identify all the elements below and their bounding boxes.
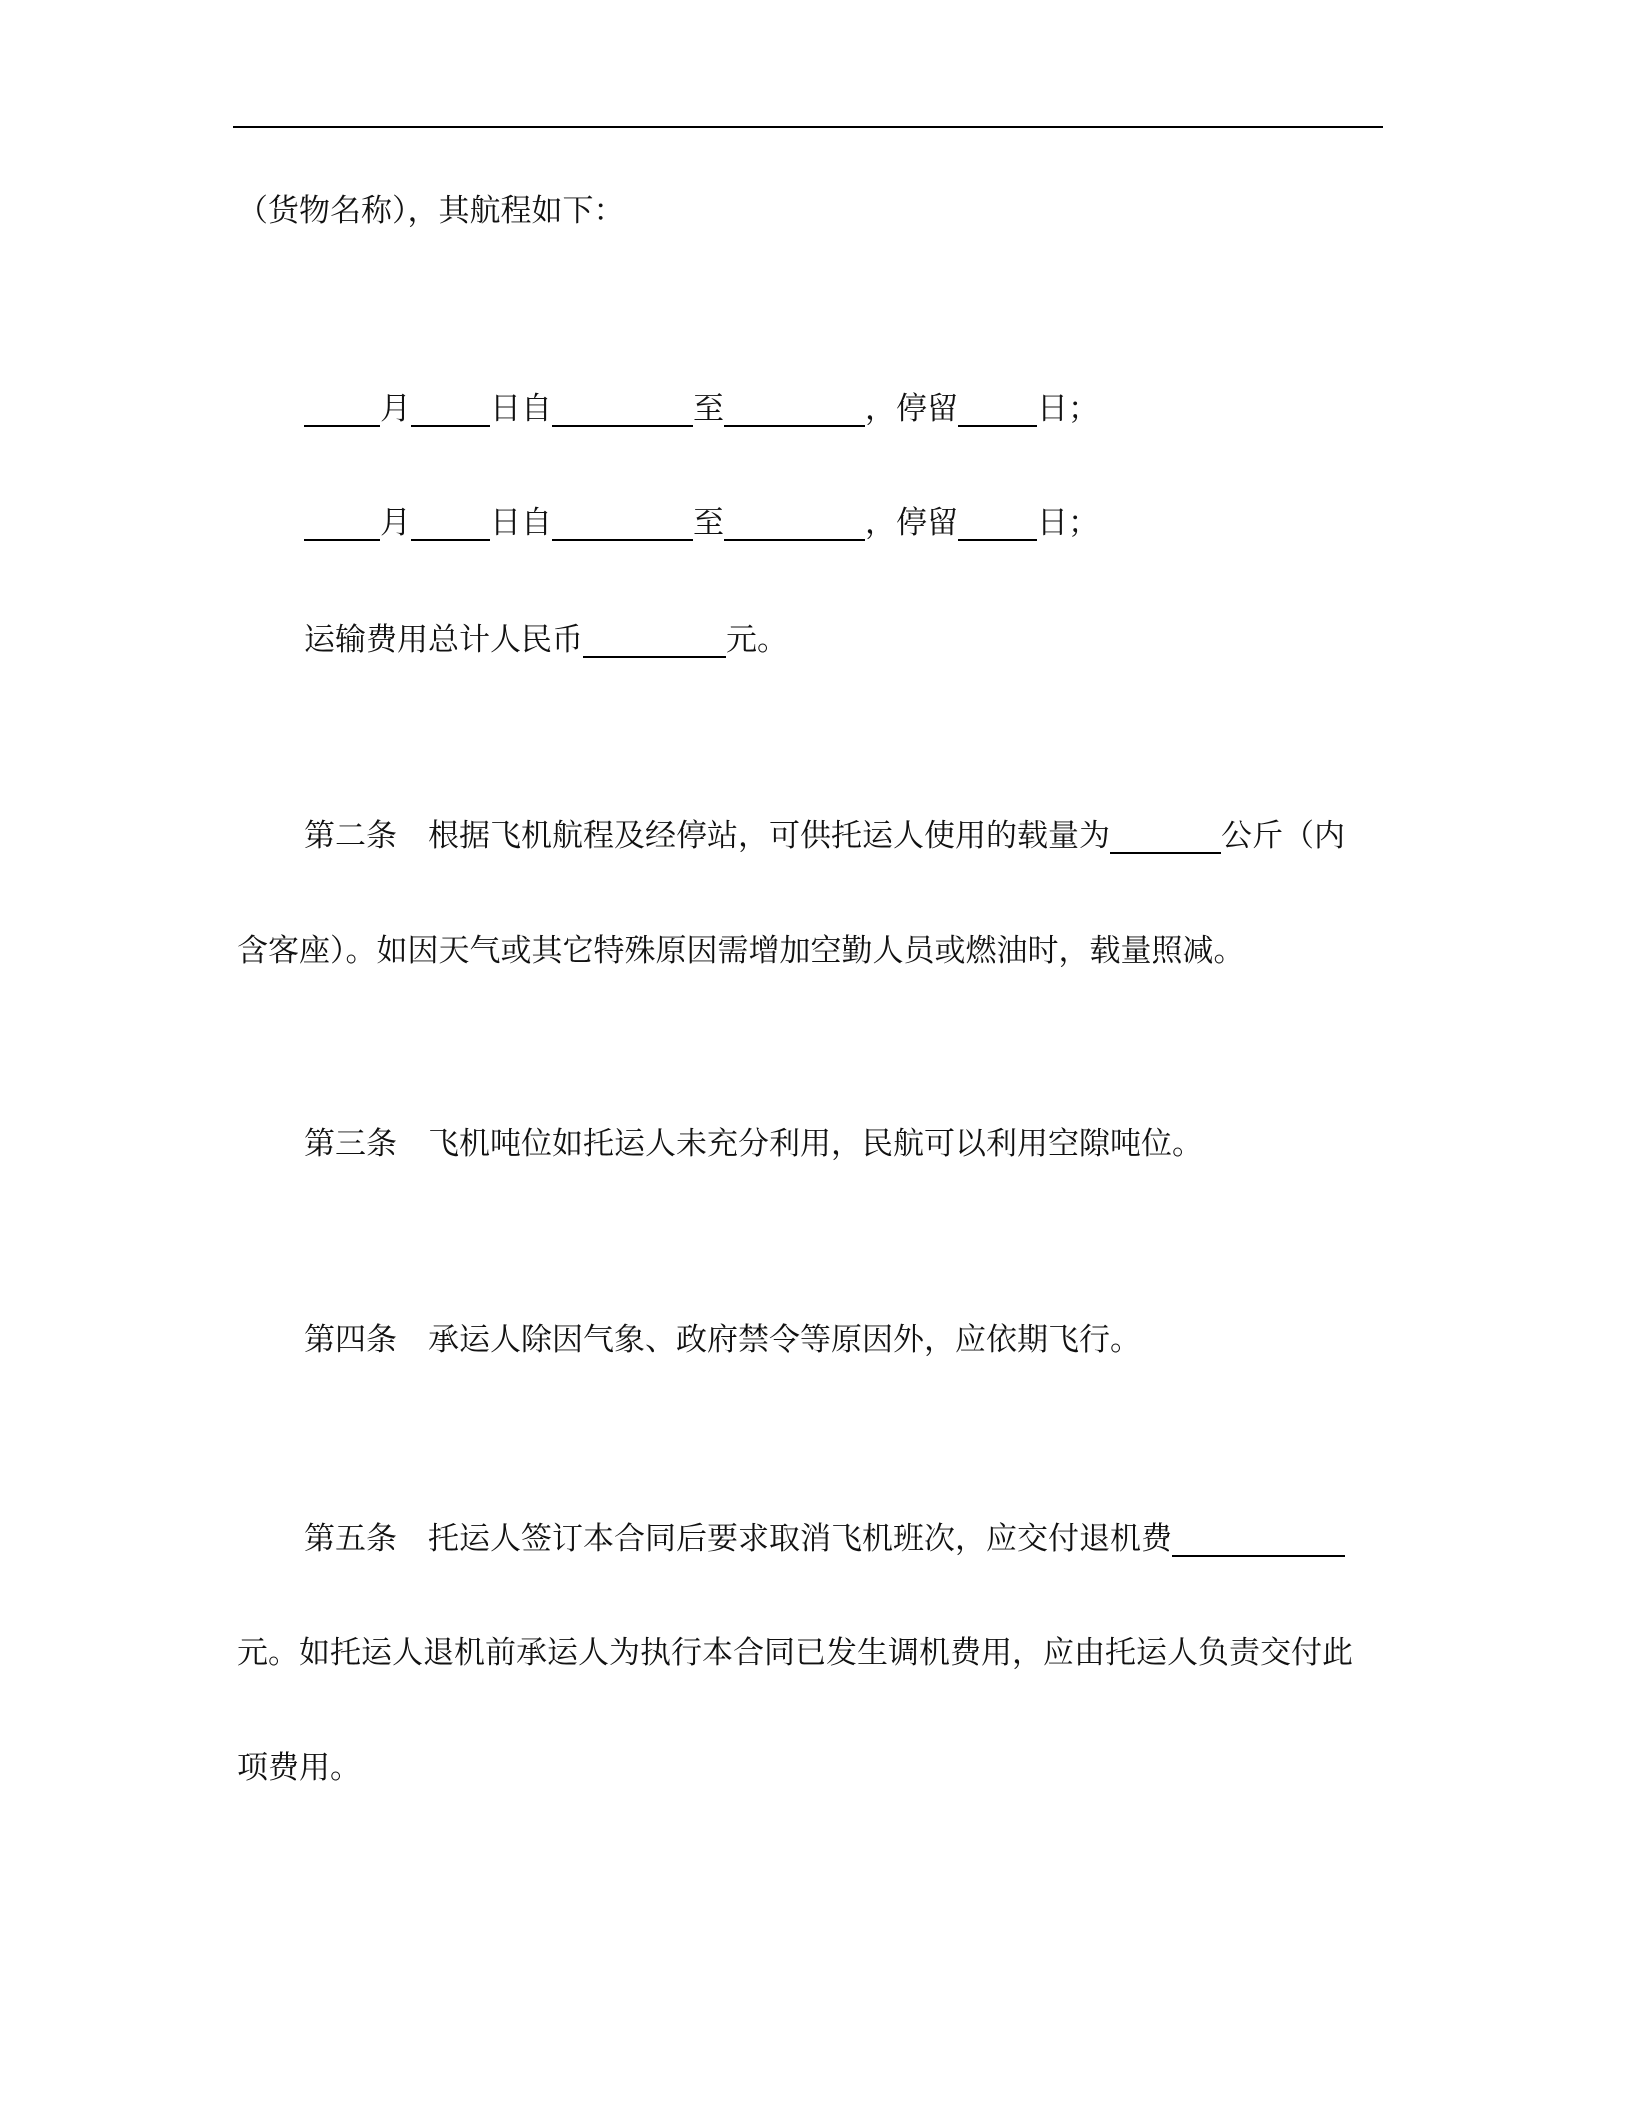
cargo-line: （货物名称），其航程如下： — [237, 193, 625, 229]
stay-label: ，停留 — [865, 391, 958, 427]
blank-payload — [1110, 818, 1221, 854]
blank-refund-fee — [1172, 1521, 1345, 1557]
blank-stay-days — [958, 391, 1037, 427]
blank-day — [411, 391, 490, 427]
total-fee-line — [304, 622, 788, 658]
article5-line3: 项费用。 — [237, 1750, 361, 1786]
day-label: 日自 — [490, 505, 552, 541]
blank-total-fee — [583, 622, 726, 658]
blank-origin — [552, 391, 693, 427]
stay-label: ，停留 — [865, 505, 958, 541]
blank-month — [304, 391, 380, 427]
total-fee-suffix: 元。 — [726, 622, 788, 658]
stay-unit: 日； — [1037, 505, 1099, 541]
blank-destination — [724, 391, 865, 427]
total-fee-prefix: 运输费用总计人民币 — [304, 622, 583, 658]
day-label: 日自 — [490, 391, 552, 427]
blank-day — [411, 505, 490, 541]
to-label: 至 — [693, 505, 724, 541]
blank-origin — [552, 505, 693, 541]
header-rule — [233, 126, 1383, 128]
article5-prefix: 第五条 托运人签订本合同后要求取消飞机班次，应交付退机费 — [304, 1521, 1172, 1557]
article5-line1 — [304, 1521, 1345, 1557]
blank-destination — [724, 505, 865, 541]
itinerary-row — [304, 505, 1099, 541]
article2-suffix: 公斤（内 — [1221, 818, 1345, 854]
article2-prefix: 第二条 根据飞机航程及经停站，可供托运人使用的载量为 — [304, 818, 1110, 854]
itinerary-row — [304, 391, 1099, 427]
article4: 第四条 承运人除因气象、政府禁令等原因外，应依期飞行。 — [304, 1322, 1141, 1358]
blank-month — [304, 505, 380, 541]
month-label: 月 — [380, 505, 411, 541]
blank-stay-days — [958, 505, 1037, 541]
article2-line1 — [304, 818, 1345, 854]
to-label: 至 — [693, 391, 724, 427]
stay-unit: 日； — [1037, 391, 1099, 427]
article3: 第三条 飞机吨位如托运人未充分利用，民航可以利用空隙吨位。 — [304, 1126, 1203, 1162]
article2-line2: 含客座）。如因天气或其它特殊原因需增加空勤人员或燃油时，载量照减。 — [237, 933, 1245, 969]
article5-line2: 元。如托运人退机前承运人为执行本合同已发生调机费用，应由托运人负责交付此 — [237, 1635, 1353, 1671]
month-label: 月 — [380, 391, 411, 427]
